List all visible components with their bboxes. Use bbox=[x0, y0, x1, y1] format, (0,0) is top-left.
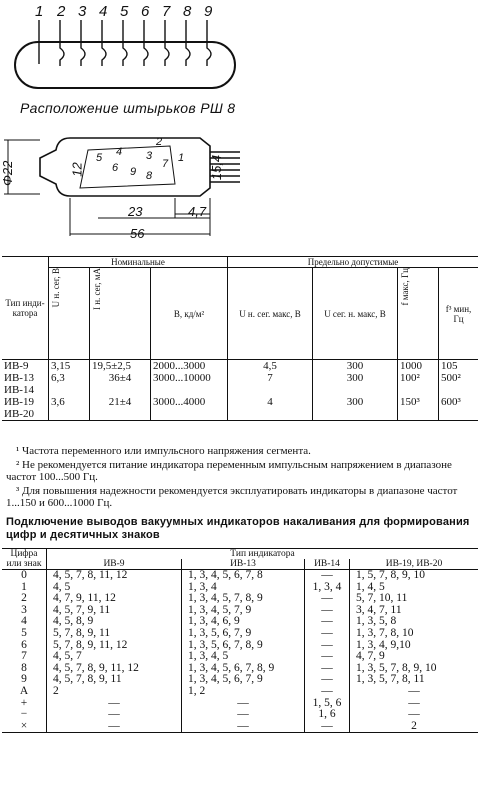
pin-number: 5 bbox=[120, 3, 129, 20]
group-limit: Предельно допустимые bbox=[228, 257, 479, 268]
group-type: Тип индикатора bbox=[47, 549, 479, 560]
table-row: × — — — 2 bbox=[2, 721, 478, 733]
group-nominal: Номинальные bbox=[49, 257, 228, 268]
col-iv14: ИВ-14 bbox=[305, 559, 350, 570]
table-row: ИВ-9 3,15 19,5±2,5 2000...3000 4,5 300 1000 105 bbox=[2, 360, 478, 373]
table-row: 0 4, 5, 7, 8, 11, 12 1, 3, 4, 5, 6, 7, 8 — 1, 5, 7, 8, 9, 10 bbox=[2, 570, 478, 582]
section-heading: Подключение выводов вакуумных индикаторов накаливания для формирования цифр и десятичных знаков bbox=[6, 516, 470, 541]
dimension-label: 15,4 bbox=[209, 154, 225, 181]
table-row: 8 4, 5, 7, 8, 9, 11, 12 1, 3, 4, 5, 6, 7, 8, 9 — 1, 3, 5, 7, 8, 9, 10 bbox=[2, 663, 478, 675]
pin-number: 1 bbox=[35, 3, 44, 20]
pin-number: 4 bbox=[99, 3, 108, 20]
pin-number: 9 bbox=[204, 3, 213, 20]
col-fmin: f³ мин, Гц bbox=[439, 268, 479, 360]
table-row: 5 5, 7, 8, 9, 11 1, 3, 5, 6, 7, 9 — 1, 3, 7, 8, 10 bbox=[2, 628, 478, 640]
col-iv19: ИВ-19, ИВ-20 bbox=[350, 559, 479, 570]
pin-label: 5 bbox=[96, 152, 103, 164]
col-u: U н. сег, В bbox=[51, 268, 61, 308]
footnote: ³ Для повышения надежности рекомендуется эксплуатировать индикаторы в диапазоне частот 1...150 и 600...1000 Гц. bbox=[6, 485, 458, 509]
pin-label: 6 bbox=[112, 162, 119, 174]
col-useg: U сег. н. макс, В bbox=[313, 268, 398, 360]
dimension-drawing bbox=[0, 118, 480, 248]
parameters-table bbox=[2, 256, 478, 421]
table-row: 7 4, 5, 7 1, 3, 4, 5 — 4, 7, 9 bbox=[2, 651, 478, 663]
pin-number: 6 bbox=[141, 3, 150, 20]
col-sign: Цифра или знак bbox=[2, 549, 47, 570]
footnote: ¹ Частота переменного или импульсного напряжения сегмента. bbox=[16, 445, 311, 457]
tube-outline bbox=[0, 0, 480, 100]
col-umax: U н. сег. макс, В bbox=[228, 268, 313, 360]
connection-table bbox=[2, 548, 478, 733]
footnote: ² Не рекомендуется питание индикатора переменным импульсным напряжением в диапазоне частот 100...500 Гц. bbox=[6, 459, 452, 483]
pin-number: 8 bbox=[183, 3, 192, 20]
pin-label: 2 bbox=[156, 136, 163, 148]
table-row: ИВ-13 6,3 36±4 3000...10000 7 300 100² 500² bbox=[2, 372, 478, 384]
pin-label: 3 bbox=[146, 150, 153, 162]
pin-label: 8 bbox=[146, 170, 153, 182]
table-row: − — — 1, 6 — bbox=[2, 709, 478, 721]
dimension-label: 23 bbox=[128, 204, 143, 219]
col-type: Тип инди-катора bbox=[2, 257, 49, 360]
table-row: 9 4, 5, 7, 8, 9, 11 1, 3, 4, 5, 6, 7, 9 — 1, 3, 5, 7, 8, 11 bbox=[2, 674, 478, 686]
table-row: 2 4, 7, 9, 11, 12 1, 3, 4, 5, 7, 8, 9 — 5, 7, 10, 11 bbox=[2, 593, 478, 605]
dimension-label: 56 bbox=[130, 226, 145, 241]
footnotes bbox=[6, 445, 476, 511]
col-i: I н. сег, мА bbox=[92, 268, 102, 311]
table-row: 3 4, 5, 7, 9, 11 1, 3, 4, 5, 7, 9 — 3, 4, 7, 11 bbox=[2, 605, 478, 617]
dimension-label: 4,7 bbox=[188, 204, 207, 219]
col-iv9: ИВ-9 bbox=[47, 559, 182, 570]
table-row: + — — 1, 5, 6 — bbox=[2, 698, 478, 710]
table-row: 6 5, 7, 8, 9, 11, 12 1, 3, 5, 6, 7, 8, 9 — 1, 3, 4, 9,10 bbox=[2, 640, 478, 652]
table-row: ИВ-20 bbox=[2, 408, 478, 421]
pin-number: 7 bbox=[162, 3, 171, 20]
table-row: А 2 1, 2 — — bbox=[2, 686, 478, 698]
col-fmax: f макс, Гц bbox=[400, 268, 410, 306]
diameter-label: Φ22 bbox=[0, 160, 15, 186]
pin-label: 7 bbox=[162, 158, 169, 170]
pin-layout-caption: Расположение штырьков РШ 8 bbox=[20, 100, 236, 116]
pin-number: 3 bbox=[78, 3, 87, 20]
table-row: 4 4, 5, 8, 9 1, 3, 4, 6, 9 — 1, 3, 5, 8 bbox=[2, 616, 478, 628]
pin-label: 1 bbox=[178, 152, 185, 164]
dimension-label: 12 bbox=[69, 162, 85, 177]
table-row: ИВ-14 bbox=[2, 384, 478, 396]
table-row: ИВ-19 3,6 21±4 3000...4000 4 300 150³ 600³ bbox=[2, 396, 478, 408]
col-b: B, кд/м² bbox=[151, 268, 228, 360]
pin-label: 4 bbox=[116, 146, 123, 158]
col-iv13: ИВ-13 bbox=[182, 559, 305, 570]
table-row: 1 4, 5 1, 3, 4 1, 3, 4 1, 4, 5 bbox=[2, 582, 478, 594]
pin-number: 2 bbox=[57, 3, 66, 20]
pin-label: 9 bbox=[130, 166, 137, 178]
